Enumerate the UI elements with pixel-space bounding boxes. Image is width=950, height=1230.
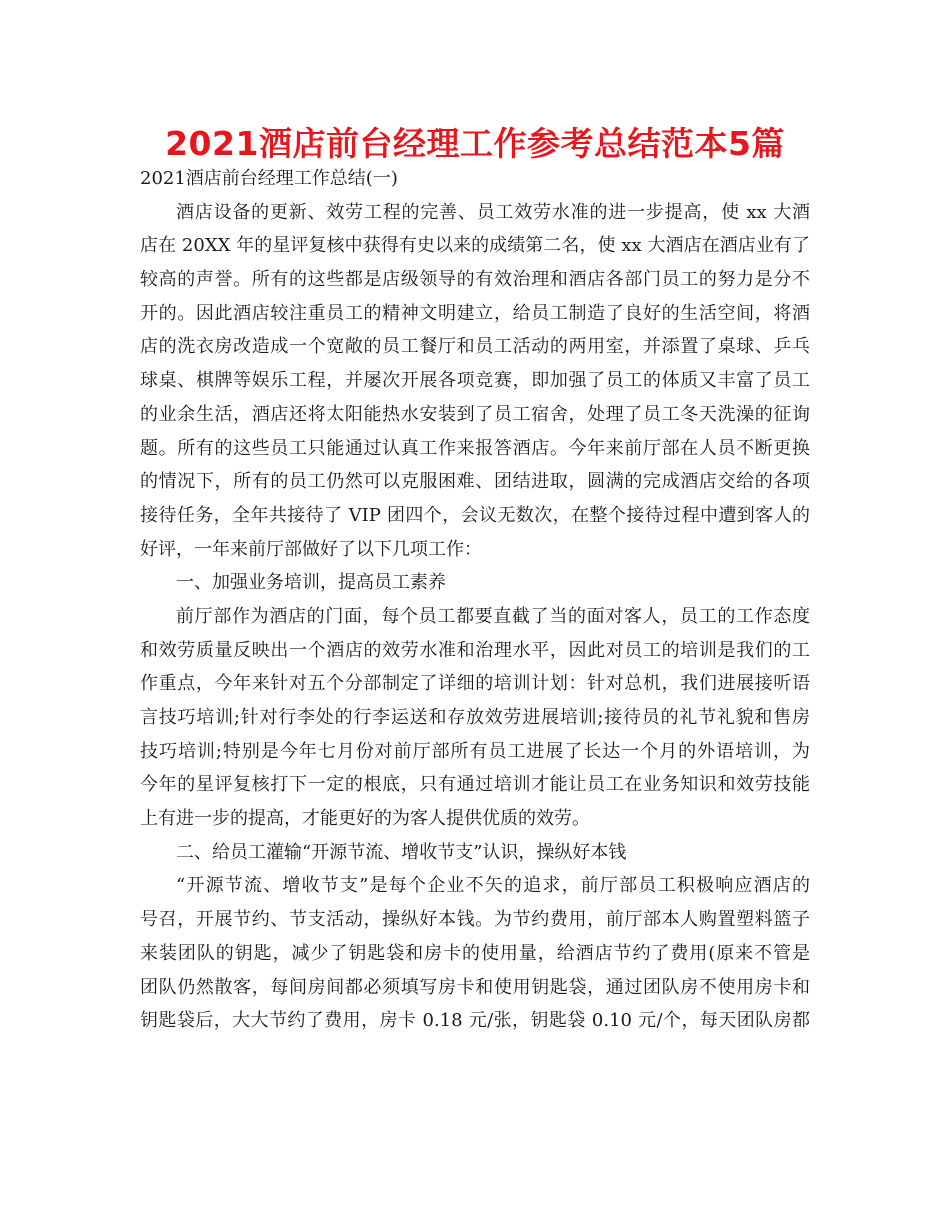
paragraph-line: 接待任务，全年共接待了 VIP 团四个，会议无数次，在整个接待过程中遭到客人的 — [140, 504, 810, 526]
paragraph-line: 好评，一年来前厅部做好了以下几项工作： — [140, 538, 482, 560]
paragraph-line: 上有进一步的提高，才能更好的为客人提供优质的效劳。 — [140, 808, 590, 830]
paragraph-line: 酒店设备的更新、效劳工程的完善、员工效劳水准的进一步提高，使 xx 大酒 — [176, 201, 810, 223]
paragraph-line: 钥匙袋后，大大节约了费用，房卡 0.18 元/张，钥匙袋 0.10 元/个，每天团队房都 — [140, 1010, 810, 1032]
section-subtitle: 2021酒店前台经理工作总结(一) — [140, 168, 398, 189]
paragraph-line: 较高的声誉。所有的这些都是店级领导的有效治理和酒店各部门员工的努力是分不 — [140, 269, 810, 291]
paragraph-line: 店在 20XX 年的星评复核中获得有史以来的成绩第二名，使 xx 大酒店在酒店业有了 — [140, 235, 810, 257]
paragraph-line: 技巧培训;特别是今年七月份对前厅部所有员工进展了长达一个月的外语培训，为 — [140, 740, 810, 762]
document-body — [140, 162, 810, 1038]
paragraph-line: 题。所有的这些员工只能通过认真工作来报答酒店。今年来前厅部在人员不断更换 — [140, 437, 810, 459]
paragraph-line: 今年的星评复核打下一定的根底，只有通过培训才能让员工在业务知识和效劳技能 — [140, 774, 810, 796]
paragraph-line: 言技巧培训;针对行李处的行李运送和存放效劳进展培训;接待员的礼节礼貌和售房 — [140, 707, 810, 728]
paragraph-line: 团队仍然散客，每间房间都必须填写房卡和使用钥匙袋，通过团队房不使用房卡和 — [140, 976, 810, 998]
document-title: 2021酒店前台经理工作参考总结范本5篇 — [165, 124, 785, 163]
paragraph-line: 一、加强业务培训，提高员工素养 — [176, 572, 446, 594]
paragraph-line: 的业余生活，酒店还将太阳能热水安装到了员工宿舍，处理了员工冬天洗澡的征询 — [140, 403, 810, 425]
paragraph-line: 球桌、棋牌等娱乐工程，并屡次开展各项竞赛，即加强了员工的体质又丰富了员工 — [140, 370, 810, 392]
paragraph-line: 二、给员工灌输“开源节流、增收节支”认识，操纵好本钱 — [176, 841, 627, 863]
paragraph-line: 开的。因此酒店较注重员工的精神文明建立，给员工制造了良好的生活空间，将酒 — [140, 302, 810, 324]
paragraph-line: 前厅部作为酒店的门面，每个员工都要直截了当的面对客人，员工的工作态度 — [176, 605, 810, 627]
paragraph-line: 号召，开展节约、节支活动，操纵好本钱。为节约费用，前厅部本人购置塑料篮子 — [140, 909, 810, 931]
paragraph-line: 作重点，今年来针对五个分部制定了详细的培训计划：针对总机，我们进展接听语 — [140, 673, 810, 695]
paragraph-line: 店的洗衣房改造成一个宽敞的员工餐厅和员工活动的两用室，并添置了桌球、乒乓 — [140, 336, 810, 358]
paragraph-line: 来装团队的钥匙，减少了钥匙袋和房卡的使用量，给酒店节约了费用(原来不管是 — [140, 942, 810, 964]
paragraph-line: 的情况下，所有的员工仍然可以克服困难、团结进取，圆满的完成酒店交给的各项 — [140, 471, 810, 493]
paragraph-line: “开源节流、增收节支”是每个企业不矢的追求，前厅部员工积极响应酒店的 — [176, 875, 810, 897]
paragraph-line: 和效劳质量反映出一个酒店的效劳水准和治理水平，因此对员工的培训是我们的工 — [140, 639, 810, 661]
